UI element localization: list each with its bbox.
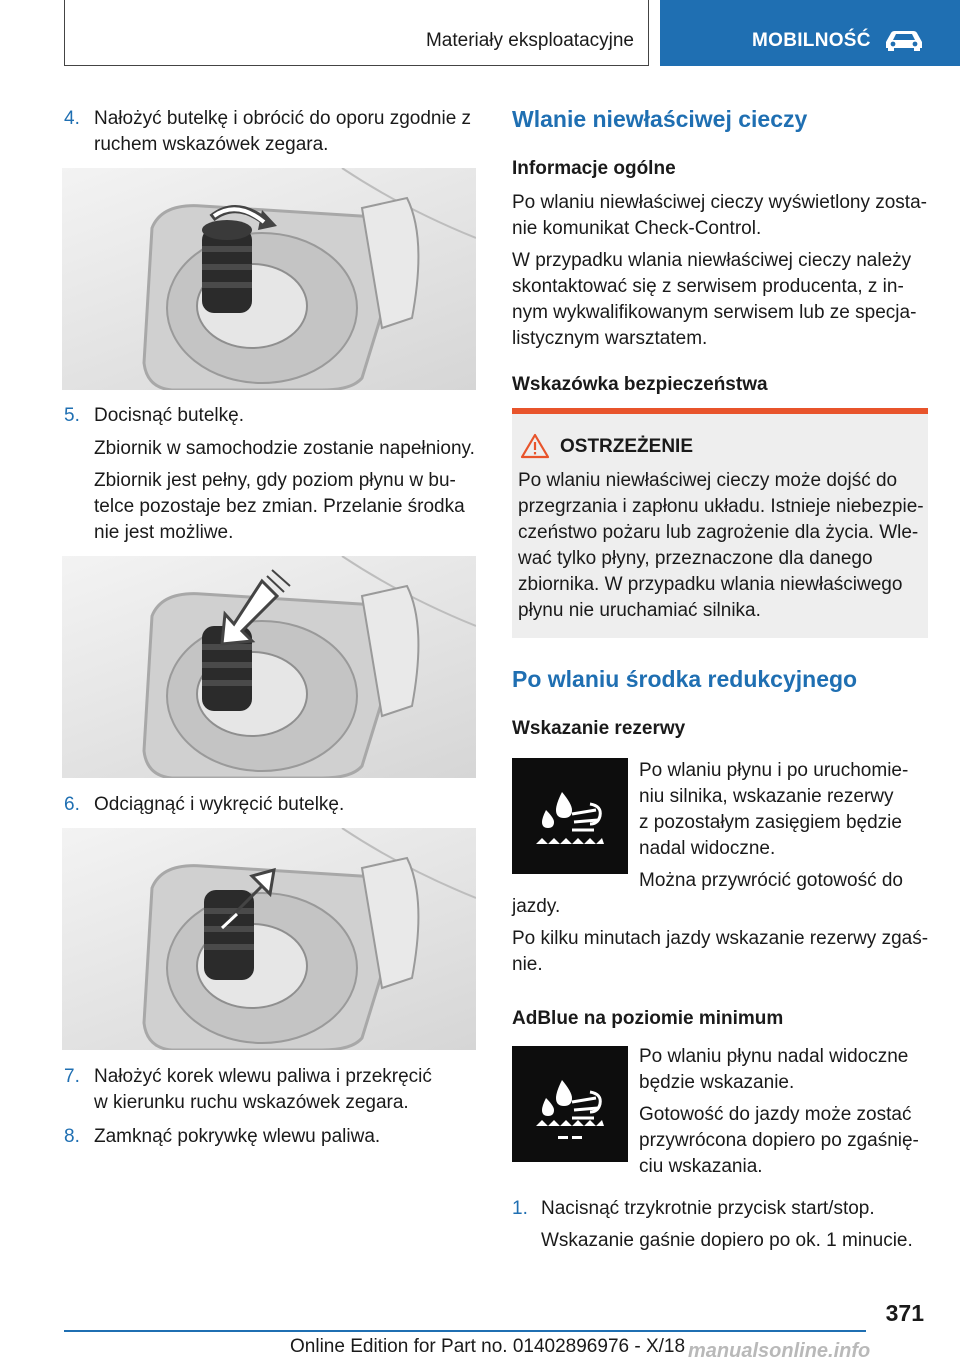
- footer-divider: [64, 1330, 866, 1332]
- page-number: 371: [885, 1300, 924, 1326]
- warning-line-5: zbiornika. W przypadku wlania niewłaściwego: [518, 574, 903, 595]
- minimum-line-5: ciu wskazania.: [639, 1156, 763, 1177]
- warning-line-6: płynu nie uruchamiać silnika.: [518, 600, 761, 621]
- step-1-text: Nacisnąć trzykrotnie przycisk start/stop.: [541, 1198, 875, 1219]
- photo-remove-bottle: [62, 828, 476, 1050]
- contact-line-2: skontaktować się z serwisem producenta, z in-: [512, 276, 904, 297]
- step-5-number: 5.: [64, 405, 80, 426]
- minutes-line-1: Po kilku minutach jazdy wskazanie rezerwy zgaś-: [512, 928, 929, 949]
- warning-line-3: czeństwo pożaru lub zagrożenie dla życia. Wle-: [518, 522, 919, 543]
- minimum-line-2: będzie wskazanie.: [639, 1072, 795, 1093]
- reserve-line-1: Po wlaniu płynu i po uruchomie-: [639, 760, 909, 781]
- step-5-note-2-line-2: telce pozostaje bez zmian. Przelanie środka: [94, 496, 465, 517]
- general-info-line-2: nie komunikat Check-Control.: [512, 218, 762, 239]
- step-1-number: 1.: [512, 1198, 528, 1219]
- header-chapter-box: [660, 0, 960, 66]
- photo-insert-bottle: [62, 168, 476, 390]
- warning-triangle-icon: [520, 432, 550, 460]
- step-5-text: Docisnąć butelkę.: [94, 405, 244, 426]
- warning-line-2: przegrzania i zapłonu układu. Istnieje niebezpie-: [518, 496, 924, 517]
- step-7-number: 7.: [64, 1066, 80, 1087]
- step-8-text: Zamknąć pokrywkę wlewu paliwa.: [94, 1126, 381, 1147]
- minimum-line-3: Gotowość do jazdy może zostać: [639, 1104, 912, 1125]
- subheading-reserve: Wskazanie rezerwy: [512, 718, 686, 739]
- header-section-title: Materiały eksploatacyjne: [425, 30, 634, 51]
- contact-line-4: listycznym warsztatem.: [512, 328, 708, 349]
- step-7-text-line-1: Nałożyć korek wlewu paliwa i przekręcić: [94, 1066, 432, 1087]
- heading-wrong-fluid: Wlanie niewłaściwej cieczy: [512, 106, 808, 132]
- step-5-note-2-line-3: nie jest możliwe.: [94, 522, 234, 543]
- watermark-text: manualsonline.info: [688, 1340, 871, 1362]
- contact-line-3: nym wykwalifikowanym serwisem lub ze specja-: [512, 302, 917, 323]
- reserve-line-3: z pozostałym zasięgiem będzie: [639, 812, 902, 833]
- minutes-line-2: nie.: [512, 954, 543, 975]
- reserve-line-4: nadal widoczne.: [639, 838, 776, 859]
- heading-after-fill: Po wlaniu środka redukcyjnego: [512, 666, 858, 692]
- step-5-note-1: Zbiornik w samochodzie zostanie napełniony.: [94, 438, 475, 459]
- general-info-line-1: Po wlaniu niewłaściwej cieczy wyświetlony zosta-: [512, 192, 927, 213]
- step-1-note: Wskazanie gaśnie dopiero po ok. 1 minucie.: [541, 1230, 913, 1251]
- step-7-text-line-2: w kierunku ruchu wskazówek zegara.: [94, 1092, 409, 1113]
- step-6-text: Odciągnąć i wykręcić butelkę.: [94, 794, 345, 815]
- contact-line-1: W przypadku wlania niewłaściwej cieczy należy: [512, 250, 912, 271]
- subheading-minimum: AdBlue na poziomie minimum: [512, 1008, 784, 1029]
- header-chapter-title: MOBILNOŚĆ: [752, 30, 871, 51]
- step-8-number: 8.: [64, 1126, 80, 1147]
- step-4-text-line-1: Nałożyć butelkę i obrócić do oporu zgodnie z: [94, 108, 472, 129]
- minimum-line-4: przywrócona dopiero po zgaśnię-: [639, 1130, 919, 1151]
- photo-press-bottle: [62, 556, 476, 778]
- car-icon: [882, 28, 926, 52]
- header-section-box: [64, 0, 649, 66]
- adblue-reserve-indicator-icon: [512, 758, 628, 874]
- footer-edition: Online Edition for Part no. 01402896976 - X/18: [290, 1336, 686, 1357]
- ready-line-1: Można przywrócić gotowość do: [639, 870, 903, 891]
- step-5-note-2-line-1: Zbiornik jest pełny, gdy poziom płynu w bu-: [94, 470, 456, 491]
- warning-line-4: wać tylko płyny, przeznaczone dla danego: [518, 548, 873, 569]
- adblue-minimum-indicator-icon: [512, 1046, 628, 1162]
- step-4-text-line-2: ruchem wskazówek zegara.: [94, 134, 329, 155]
- minimum-line-1: Po wlaniu płynu nadal widoczne: [639, 1046, 909, 1067]
- step-6-number: 6.: [64, 794, 80, 815]
- warning-title: OSTRZEŻENIE: [560, 436, 694, 457]
- ready-line-2: jazdy.: [512, 896, 561, 917]
- reserve-line-2: niu silnika, wskazanie rezerwy: [639, 786, 894, 807]
- warning-line-1: Po wlaniu niewłaściwej cieczy może dojść do: [518, 470, 898, 491]
- step-4-number: 4.: [64, 108, 80, 129]
- subheading-safety-note: Wskazówka bezpieczeństwa: [512, 374, 768, 395]
- subheading-general-info: Informacje ogólne: [512, 158, 676, 179]
